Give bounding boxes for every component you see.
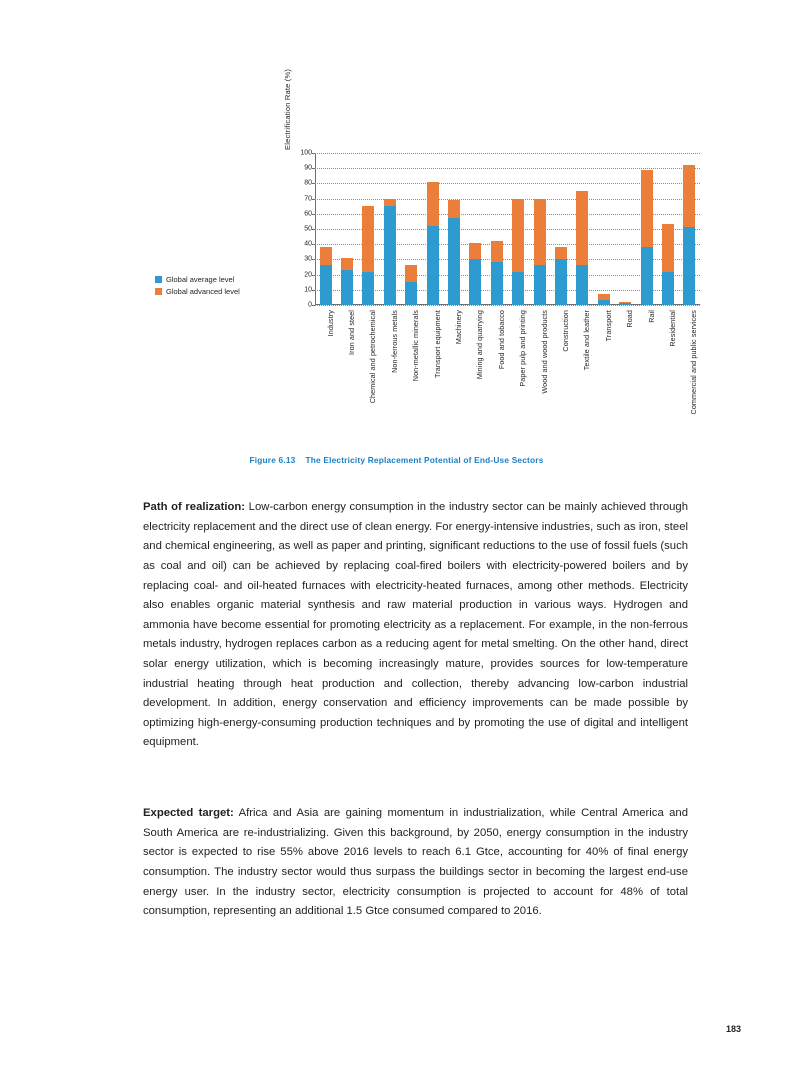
chart-bar-segment-average [405, 282, 417, 305]
chart-bar-group [508, 153, 529, 305]
chart-y-tick-label: 40 [304, 240, 312, 248]
chart-category-slot [636, 308, 657, 458]
chart-y-tick-mark [312, 305, 315, 306]
chart-category-slot [336, 308, 357, 458]
chart-bar-segment-average [662, 272, 674, 305]
chart-bar-group [614, 153, 635, 305]
chart-bar-group [593, 153, 614, 305]
chart-category-slot [679, 308, 700, 458]
chart-y-tick-label: 90 [304, 164, 312, 172]
chart-x-tick-label: Wood and wood products [539, 310, 549, 394]
legend-swatch-icon [155, 288, 162, 295]
chart-bar-segment-advanced [362, 206, 374, 271]
chart-x-tick-label: Road [625, 310, 635, 328]
chart-bar-segment-average [448, 218, 460, 305]
chart-y-tick-label: 10 [304, 286, 312, 294]
chart-category-slot [486, 308, 507, 458]
legend-item-advanced [155, 287, 240, 296]
chart-bar-stack [448, 200, 460, 305]
paragraph-text: Low-carbon energy consumption in the industry sector can be mainly achieved through electricity replacement and the direct use of clean energy. For energy-intensive industries, such as iron, steel and chemical engineering, as well as paper and printing, significant reductions to the use of fossil fuels (such as coal and oil) can be achieved by replacing coal-fired boilers with electricity-powered boilers and by replacing coal- and oil-heated furnaces with electricity-heated furnaces, among other methods. Electricity also enables organic material synthesis and raw material production in various ways. Hydrogen and ammonia have become essential for promoting electricity as a replacement. For example, in the non-ferrous metals industry, hydrogen replaces carbon as a reducing agent for metal smelting. On the other hand, direct solar energy utilization, which is becoming increasingly mature, provides sources for low-temperature industrial heating through heat production and collection, thereby advancing low-carbon industrial development. In addition, energy conservation and efficiency improvements can be made possible by optimizing high-energy-consuming production techniques and by promoting the use of digital and intelligent equipment. [143, 501, 688, 749]
chart-bar-stack [320, 247, 332, 305]
chart-category-slot [529, 308, 550, 458]
paragraph-lead-in: Path of realization: [143, 501, 246, 514]
chart-bar-group [401, 153, 422, 305]
chart-bar-stack [491, 241, 503, 305]
chart-bars [315, 153, 700, 305]
chart-bar-segment-average [512, 272, 524, 305]
chart-x-tick-label: Residential [667, 310, 677, 347]
chart-plot-area [300, 149, 700, 309]
chart-bar-segment-advanced [555, 247, 567, 259]
chart-category-slot [422, 308, 443, 458]
chart-bar-segment-average [619, 303, 631, 305]
chart-y-tick-label: 20 [304, 271, 312, 279]
chart-x-tick-label: Transport [603, 310, 613, 342]
chart-bar-segment-advanced [405, 265, 417, 282]
chart-x-tick-label: Construction [560, 310, 570, 352]
chart-bar-segment-advanced [384, 199, 396, 207]
chart-bar-stack [641, 170, 653, 305]
paragraph-path-of-realization [143, 498, 688, 753]
chart-x-tick-label: Non-metallic minerals [411, 310, 421, 382]
chart-category-slot [401, 308, 422, 458]
chart-gridline [315, 305, 700, 306]
chart-category-slot [379, 308, 400, 458]
chart-bar-group [379, 153, 400, 305]
chart-bar-segment-average [469, 259, 481, 305]
figure-caption-number: Figure 6.13 [249, 455, 296, 465]
chart-x-tick-label: Commercial and public services [689, 310, 699, 415]
chart-bar-segment-advanced [576, 191, 588, 265]
paragraph-text: Africa and Asia are gaining momentum in industrialization, while Central America and South America are re-industrializing. Given this background, by 2050, energy consumption in the industry sector is expected to rise 55% above 2016 levels to reach 6.1 Gtce, accounting for 40% of final energy consumption. The industry sector would thus surpass the buildings sector in becoming the largest end-use energy user. In the industry sector, electricity consumption is projected to account for 48% of total consumption, representing an additional 1.5 Gtce consumed compared to 2016. [143, 807, 688, 918]
chart-bar-stack [405, 265, 417, 305]
chart-bar-segment-average [384, 206, 396, 305]
chart-bar-stack [534, 199, 546, 305]
chart-category-slot [508, 308, 529, 458]
chart-bar-group [358, 153, 379, 305]
chart-bar-stack [576, 191, 588, 305]
chart-category-slot [657, 308, 678, 458]
chart-x-tick-label: Chemical and petrochemical [368, 310, 378, 404]
chart-category-slot [550, 308, 571, 458]
chart-bar-segment-average [683, 227, 695, 305]
chart-category-slot [315, 308, 336, 458]
chart-category-slot [358, 308, 379, 458]
chart-bar-segment-advanced [683, 165, 695, 227]
legend-item-average [155, 275, 240, 284]
chart-bar-segment-advanced [469, 243, 481, 260]
chart-bar-segment-average [598, 300, 610, 305]
chart-bar-stack [598, 294, 610, 305]
chart-bar-stack [427, 182, 439, 305]
chart-legend [155, 275, 240, 299]
chart-bar-segment-average [576, 265, 588, 305]
chart-bar-stack [619, 302, 631, 305]
chart-y-tick-label: 70 [304, 195, 312, 203]
chart-bar-group [336, 153, 357, 305]
chart-y-tick-label: 80 [304, 179, 312, 187]
chart-bar-segment-average [641, 247, 653, 305]
paragraph-lead-in: Expected target: [143, 807, 234, 820]
chart-bar-segment-advanced [320, 247, 332, 265]
chart-x-tick-label: Iron and steel [347, 310, 357, 355]
chart-bar-group [443, 153, 464, 305]
chart-bar-stack [555, 247, 567, 305]
chart-bar-stack [341, 258, 353, 305]
chart-bar-group [550, 153, 571, 305]
chart-bar-segment-advanced [512, 199, 524, 272]
chart-x-tick-label: Machinery [454, 310, 464, 345]
chart-bar-segment-average [534, 265, 546, 305]
chart-bar-group [657, 153, 678, 305]
figure-caption [0, 455, 793, 465]
chart-x-tick-label: Non-ferrous metals [389, 310, 399, 373]
legend-swatch-icon [155, 276, 162, 283]
chart-bar-segment-average [320, 265, 332, 305]
chart-category-slot [465, 308, 486, 458]
chart-bar-group [636, 153, 657, 305]
chart-y-tick-label: 30 [304, 255, 312, 263]
chart-bar-segment-average [427, 226, 439, 305]
chart-x-tick-label: Rail [646, 310, 656, 323]
chart-bar-segment-advanced [534, 199, 546, 266]
chart-bar-segment-advanced [427, 182, 439, 226]
chart-bar-segment-average [362, 272, 374, 305]
chart-category-labels [315, 308, 700, 458]
chart-bar-segment-advanced [641, 170, 653, 248]
chart-category-slot [572, 308, 593, 458]
legend-label: Global advanced level [166, 287, 240, 296]
chart-bar-stack [362, 206, 374, 305]
chart-bar-stack [384, 199, 396, 305]
chart-bar-segment-advanced [448, 200, 460, 218]
chart-category-slot [443, 308, 464, 458]
figure-caption-title: The Electricity Replacement Potential of End-Use Sectors [305, 455, 544, 465]
chart-bar-segment-average [555, 259, 567, 305]
chart-y-tick-label: 50 [304, 225, 312, 233]
chart-x-tick-label: Textile and leather [582, 310, 592, 371]
chart-x-tick-label: Industry [325, 310, 335, 337]
figure-6-13 [140, 68, 700, 470]
chart-y-tick-label: 60 [304, 210, 312, 218]
chart-bar-group [529, 153, 550, 305]
chart-y-tick-label: 0 [308, 301, 312, 309]
chart-bar-segment-average [341, 270, 353, 305]
chart-bar-stack [469, 243, 481, 305]
chart-y-tick-label: 100 [300, 149, 312, 157]
chart-bar-group [486, 153, 507, 305]
chart-bar-segment-advanced [491, 241, 503, 262]
chart-category-slot [614, 308, 635, 458]
paragraph-expected-target [143, 804, 688, 922]
chart-bar-group [572, 153, 593, 305]
chart-bar-segment-advanced [662, 224, 674, 271]
chart-bar-group [465, 153, 486, 305]
chart-category-slot [593, 308, 614, 458]
page-number: 183 [725, 1024, 741, 1034]
chart-bar-group [315, 153, 336, 305]
chart-bar-stack [512, 199, 524, 305]
chart-x-tick-label: Mining and quarrying [475, 310, 485, 380]
chart-bar-stack [662, 224, 674, 305]
chart-bar-stack [683, 165, 695, 305]
chart-x-tick-label: Food and tobacco [496, 310, 506, 370]
chart-x-tick-label: Transport equipment [432, 310, 442, 378]
chart-bar-segment-average [491, 262, 503, 305]
chart-x-tick-label: Paper pulp and printing [518, 310, 528, 387]
chart-bar-group [422, 153, 443, 305]
chart-bar-segment-advanced [341, 258, 353, 270]
chart-bar-group [679, 153, 700, 305]
chart-y-axis-title: Electrification Rate (%) [283, 68, 292, 150]
legend-label: Global average level [166, 275, 235, 284]
